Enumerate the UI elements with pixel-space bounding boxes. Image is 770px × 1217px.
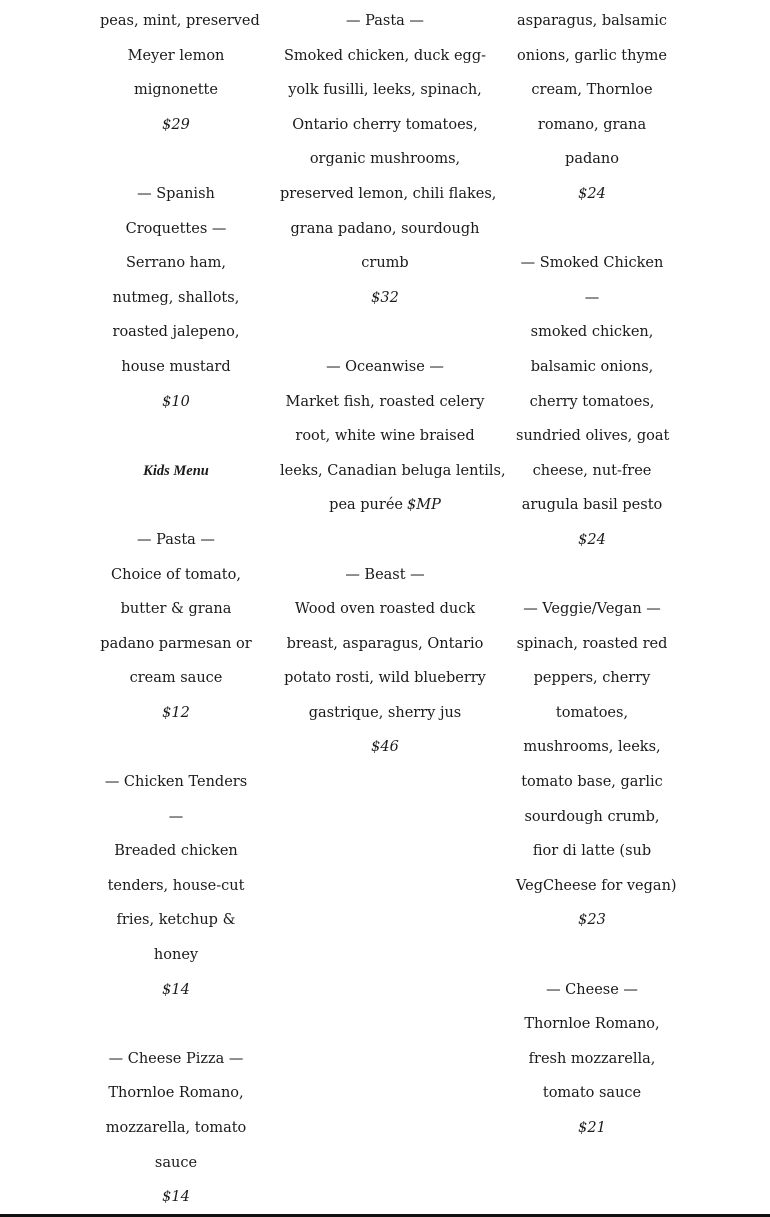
menu-item-text-line: honey: [153, 947, 199, 964]
menu-item-text-line: Ontario cherry tomatoes,: [292, 116, 478, 133]
menu-item-price: $MP: [407, 497, 441, 514]
menu-item-price: $14: [162, 1189, 190, 1206]
menu-item-text-line: butter & grana: [120, 601, 232, 618]
menu-item-text-line: — Spanish: [137, 185, 215, 202]
menu-item-text-line: gastrique, sherry jus: [308, 704, 462, 721]
menu-item-text-line: roasted jalepeno,: [112, 324, 240, 341]
menu-item-text-line: Meyer lemon: [127, 47, 225, 64]
menu-item-text-line: Serrano ham,: [125, 255, 227, 272]
menu-item-text-line: cream sauce: [129, 670, 223, 687]
menu-item-price: $32: [371, 289, 399, 306]
menu-item-text-line: leeks, Canadian beluga lentils,: [280, 462, 506, 479]
menu-item-text-line: fresh mozzarella,: [528, 1050, 656, 1067]
menu-item-price: $24: [578, 185, 606, 202]
menu-item-price: $10: [162, 393, 190, 410]
menu-item-text-line: cherry tomatoes,: [529, 393, 655, 410]
menu-item-price: $24: [578, 531, 606, 548]
menu-item-text-line: asparagus, balsamic: [516, 13, 668, 29]
menu-item-text-line: cheese, nut-free: [532, 462, 652, 479]
menu-item-text-line: Wood oven roasted duck: [294, 601, 476, 618]
menu-item-text-line: mignonette: [134, 82, 218, 99]
menu-item-text-line: — Oceanwise —: [326, 358, 444, 375]
menu-item-text-line: root, white wine braised: [295, 428, 475, 445]
menu-item-text-line: smoked chicken,: [530, 324, 654, 341]
menu-item-text-line: sourdough crumb,: [524, 808, 660, 825]
menu-item: [100, 1042, 252, 1215]
menu-item-text-line: —: [584, 289, 600, 306]
menu-item-text-line: —: [168, 808, 184, 825]
menu-item: [516, 592, 677, 938]
section-title: Kids Menu: [143, 462, 209, 479]
menu-item-text-line: padano parmesan or: [100, 635, 252, 652]
menu-column-right: [516, 4, 677, 1146]
menu-item-text-line: Market fish, roasted celery: [285, 393, 485, 410]
menu-item-text-line: organic mushrooms,: [309, 151, 461, 168]
menu-item: [280, 350, 506, 523]
menu-item-text-line: mushrooms, leeks,: [523, 739, 661, 756]
menu-item-text-line: arugula basil pesto: [521, 497, 663, 514]
menu-item: [280, 4, 497, 315]
menu-item-text-line: Choice of tomato,: [111, 566, 241, 583]
menu-item-price: $23: [578, 912, 606, 929]
menu-item-text-line: — Chicken Tenders: [104, 774, 248, 791]
menu-item-text-line: — Smoked Chicken: [520, 255, 664, 272]
menu-item-text-line: sauce: [154, 1154, 198, 1171]
menu-item-text-line: Smoked chicken, duck egg-: [284, 47, 486, 64]
menu-item-text-line: grana padano, sourdough: [290, 220, 480, 237]
menu-item-text-line: potato rosti, wild blueberry: [284, 670, 486, 687]
menu-item-text-line: spinach, roasted red: [516, 635, 668, 652]
menu-item-text-line: — Veggie/Vegan —: [523, 601, 661, 618]
menu-item-text-line: — Pasta —: [137, 531, 215, 548]
menu-item-text-line: preserved lemon, chili flakes,: [280, 185, 497, 202]
menu-item-price: $46: [371, 739, 399, 756]
menu-item-text-line: nutmeg, shallots,: [112, 289, 240, 306]
menu-item: [100, 4, 260, 142]
menu-item-text-line: tomato base, garlic: [521, 774, 663, 791]
menu-item-text-line: romano, grana: [537, 116, 647, 133]
menu-item-text-line: crumb: [361, 255, 409, 272]
menu-item-text-line: — Cheese —: [546, 981, 638, 998]
menu-item-text-line: mozzarella, tomato: [105, 1120, 247, 1136]
menu-column-middle: [280, 4, 506, 765]
menu-item-text-line: tenders, house-cut: [107, 877, 245, 894]
menu-item: [100, 765, 252, 1007]
menu-item-text-line: tomatoes,: [555, 704, 629, 721]
menu-item-text-line: peas, mint, preserved: [100, 13, 260, 29]
menu-item-text-line: house mustard: [121, 358, 231, 375]
menu-item-text-line: — Pasta —: [346, 13, 424, 29]
menu-item-text-line: sundried olives, goat: [516, 428, 670, 445]
menu-item-price: $29: [162, 116, 190, 133]
menu-item-text-line: yolk fusilli, leeks, spinach,: [288, 82, 482, 99]
menu-item-text-line: Thornloe Romano,: [108, 1085, 244, 1102]
menu-item-text-line: onions, garlic thyme: [517, 47, 667, 64]
menu-item: [100, 177, 252, 419]
menu-item-text-line: fries, ketchup &: [116, 912, 236, 929]
menu-item-text-line: tomato sauce: [542, 1085, 642, 1102]
menu-item-text-line: cream, Thornloe: [531, 82, 653, 99]
menu-item-price: $21: [578, 1120, 606, 1136]
menu-item-text-line: Breaded chicken: [114, 843, 238, 860]
menu-item-price: $12: [162, 704, 190, 721]
menu-item-price: $14: [162, 981, 190, 998]
menu-item: [280, 558, 490, 766]
menu-item-text-line: [280, 488, 490, 523]
menu-item: [516, 246, 668, 557]
menu-item-text-line: Croquettes —: [125, 220, 227, 237]
menu-item-text-line: VegCheese for vegan): [516, 877, 677, 894]
menu-item-text-line: fior di latte (sub: [532, 843, 652, 860]
menu-item-text-line: — Cheese Pizza —: [108, 1050, 244, 1067]
menu-item-text-line: peppers, cherry: [533, 670, 651, 687]
menu-item: [516, 4, 668, 212]
menu-item-text-line: — Beast —: [345, 566, 425, 583]
menu-column-left: [100, 4, 260, 1215]
menu-item: [516, 973, 668, 1146]
menu-item-text-line: padano: [565, 151, 619, 168]
menu-item-text-line: balsamic onions,: [530, 358, 654, 375]
menu-item-text-line: breast, asparagus, Ontario: [286, 635, 484, 652]
menu-item-text-line: Thornloe Romano,: [524, 1016, 660, 1033]
menu-section-heading: [100, 454, 252, 489]
menu-item-last-text: pea purée: [329, 497, 403, 514]
menu-item: [100, 523, 252, 731]
